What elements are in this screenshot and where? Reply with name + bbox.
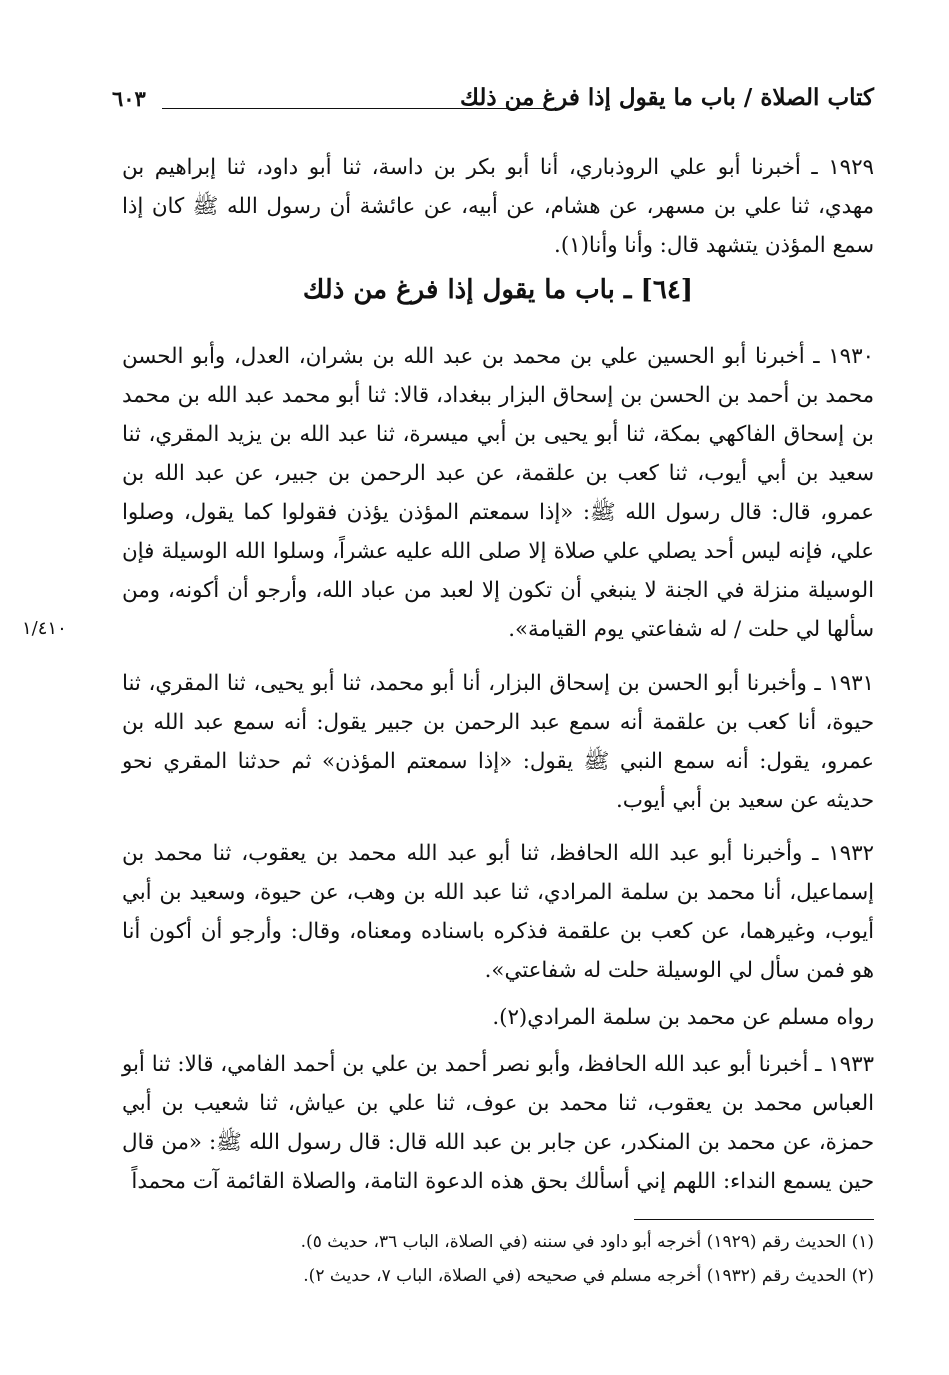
footnote-1: (١) الحديث رقم (١٩٢٩) أخرجه أبو داود في سننه (في الصلاة، الباب ٣٦، حديث ٥). — [300, 1232, 874, 1252]
hadith-1932: ١٩٣٢ ـ وأخبرنا أبو عبد الله الحافظ، ثنا أبو عبد الله محمد بن يعقوب، ثنا محمد بن إسماعيل، أنا محمد بن سلمة المرادي، ثنا عبد الله بن وهب، عن حيوة، وسعيد بن أبي أيوب، وغيرهما، عن كعب بن علقمة فذكره باسناده ومعناه، وقال: وأرجو أن أكون أنا هو فمن سأل لي الوسيلة حلت له شفاعتي». — [122, 841, 874, 983]
hadith-1933: ١٩٣٣ ـ أخبرنا أبو عبد الله الحافظ، وأبو نصر أحمد بن علي بن أحمد الفامي، قالا: ثنا أبو العباس محمد بن يعقوب، ثنا محمد بن عوف، ثنا علي بن عياش، ثنا شعيب بن أبي حمزة، عن محمد بن المنكدر، عن جابر بن عبد الله قال: قال رسول الله ﷺ: «من قال حين يسمع النداء: اللهم إني أسألك بحق هذه الدعوة التامة، والصلاة القائمة آت محمداً — [122, 1052, 874, 1194]
hadith-1931: ١٩٣١ ـ وأخبرنا أبو الحسن بن إسحاق البزار، أنا أبو محمد، ثنا أبو يحيى، ثنا المقري، ثنا حيوة، أنا كعب بن علقمة أنه سمع عبد الرحمن بن جبير يقول: أنه سمع عبد الله بن عمرو، يقول: أنه سمع النبي ﷺ يقول: «إذا سمعتم المؤذن» ثم حدثنا المقري نحو حديثه عن سعيد بن أبي أيوب. — [122, 671, 874, 813]
header-title: كتاب الصلاة / باب ما يقول إذا فرغ من ذلك — [459, 84, 874, 111]
running-header — [112, 84, 874, 118]
hadith-1929: ١٩٢٩ ـ أخبرنا أبو علي الروذباري، أنا أبو بكر بن داسة، ثنا أبو داود، ثنا إبراهيم بن مهدي، ثنا علي بن مسهر، عن هشام، عن أبيه، عن عائشة أن رسول الله ﷺ كان إذا سمع المؤذن يتشهد قال: وأنا وأنا(١). — [122, 155, 874, 258]
footnote-2: (٢) الحديث رقم (١٩٣٢) أخرجه مسلم في صحيحه (في الصلاة، الباب ٧، حديث ٢). — [303, 1266, 874, 1286]
section-heading: [٦٤] ـ باب ما يقول إذا فرغ من ذلك — [302, 275, 694, 305]
footnote-rule — [634, 1219, 874, 1220]
narration-note: رواه مسلم عن محمد بن سلمة المرادي(٢). — [492, 1005, 874, 1030]
header-rule — [162, 108, 544, 109]
hadith-1930: ١٩٣٠ ـ أخبرنا أبو الحسين علي بن محمد بن عبد الله بن بشران، العدل، وأبو الحسن محمد بن أحمد بن الحسن بن إسحاق البزار ببغداد، قالا: ثنا أبو محمد عبد الله بن محمد بن إسحاق الفاكهي بمكة، ثنا أبو يحيى بن أبي ميسرة، ثنا عبد الله بن يزيد المقري، ثنا سعيد بن أبي أيوب، ثنا كعب بن علقمة، عن عبد الرحمن بن جبير، عن عبد الله بن عمرو، قال: قال رسول الله ﷺ: «إذا سمعتم المؤذن يؤذن فقولوا كما يقول، وصلوا علي، فإنه ليس أحد يصلي علي صلاة إلا صلى الله عليه عشراً، وسلوا الله الوسيلة فإن الوسيلة منزلة في الجنة لا ينبغي أن تكون إلا لعبد من عباد الله، وأرجو أن أكونه، ومن سألها لي حلت / له شفاعتي يوم القيامة». — [122, 344, 874, 642]
page-number: ٦٠٣ — [112, 86, 146, 111]
margin-page-reference: ١/٤١٠ — [22, 618, 67, 639]
